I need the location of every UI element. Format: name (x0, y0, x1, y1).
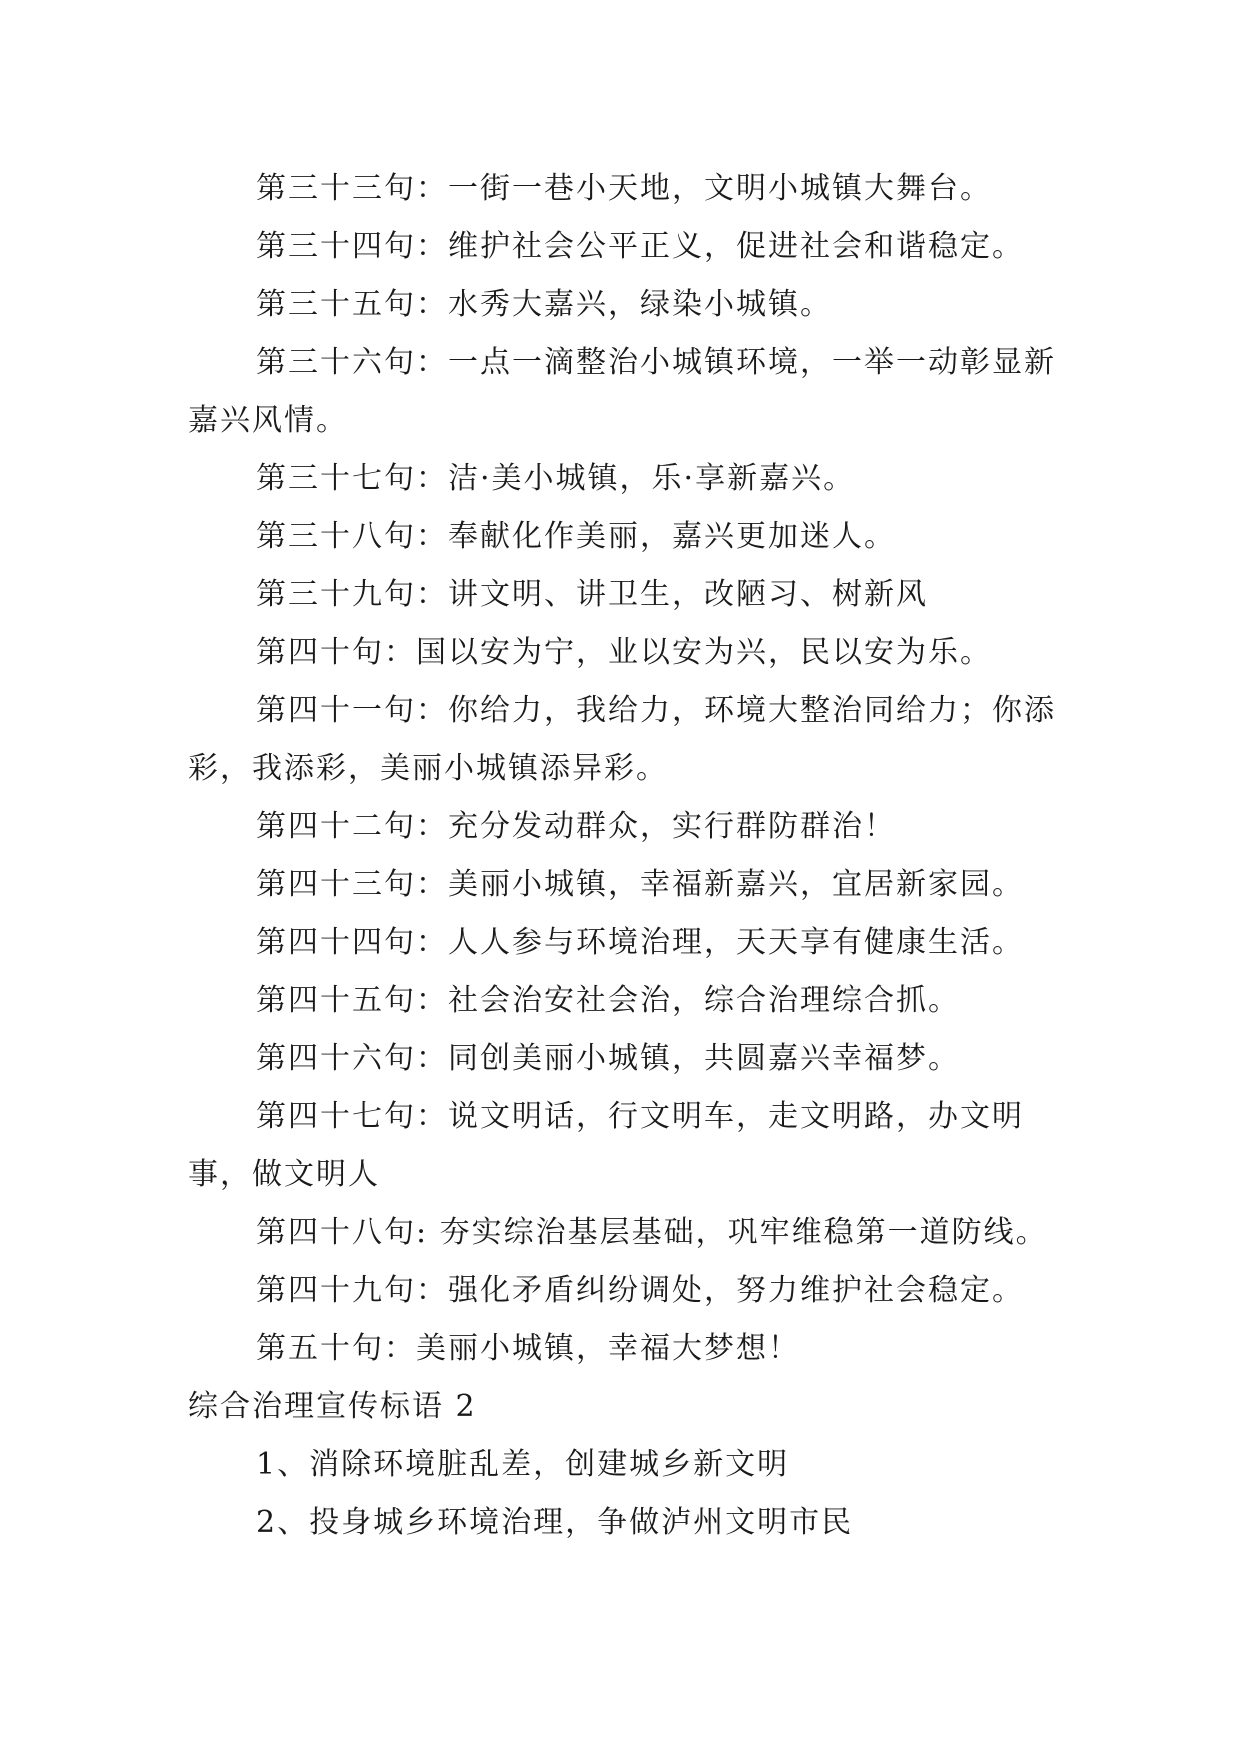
slogan-line: 第三十九句：讲文明、讲卫生，改陋习、树新风 (256, 577, 928, 612)
document-body (188, 160, 1088, 1552)
slogan-line: 第三十五句：水秀大嘉兴，绿染小城镇。 (256, 287, 832, 322)
slogan-line: 第四十九句：强化矛盾纠纷调处，努力维护社会稳定。 (256, 1273, 1024, 1308)
slogan-line: 第四十七句：说文明话，行文明车，走文明路，办文明事，做文明人 (188, 1099, 1024, 1192)
slogan-line: 第四十句：国以安为宁，业以安为兴，民以安为乐。 (256, 635, 992, 670)
slogan-line: 第四十一句：你给力，我给力，环境大整治同给力；你添彩，我添彩，美丽小城镇添异彩。 (188, 693, 1056, 786)
slogan-line: 第三十七句：洁·美小城镇，乐·享新嘉兴。 (256, 461, 856, 496)
slogan-line: 第四十四句：人人参与环境治理，天天享有健康生活。 (256, 925, 1024, 960)
slogan-line: 第四十六句：同创美丽小城镇，共圆嘉兴幸福梦。 (256, 1041, 960, 1076)
section-heading: 综合治理宣传标语 2 (188, 1389, 477, 1424)
slogan-line: 第三十三句：一街一巷小天地，文明小城镇大舞台。 (256, 171, 992, 206)
numbered-item: 1、消除环境脏乱差，创建城乡新文明 (256, 1447, 790, 1482)
slogan-line: 第四十二句：充分发动群众，实行群防群治！ (256, 809, 896, 844)
slogan-line: 第三十八句：奉献化作美丽，嘉兴更加迷人。 (256, 519, 896, 554)
slogan-line: 第三十六句：一点一滴整治小城镇环境，一举一动彰显新嘉兴风情。 (188, 345, 1056, 438)
slogan-line: 第四十五句：社会治安社会治，综合治理综合抓。 (256, 983, 960, 1018)
slogan-line: 第五十句：美丽小城镇，幸福大梦想！ (256, 1331, 800, 1366)
slogan-line: 第四十三句：美丽小城镇，幸福新嘉兴，宜居新家园。 (256, 867, 1024, 902)
numbered-item: 2、投身城乡环境治理，争做泸州文明市民 (256, 1505, 854, 1540)
slogan-line: 第三十四句：维护社会公平正义，促进社会和谐稳定。 (256, 229, 1024, 264)
slogan-line: 第四十八句: 夯实综治基层基础，巩牢维稳第一道防线。 (256, 1215, 1048, 1250)
